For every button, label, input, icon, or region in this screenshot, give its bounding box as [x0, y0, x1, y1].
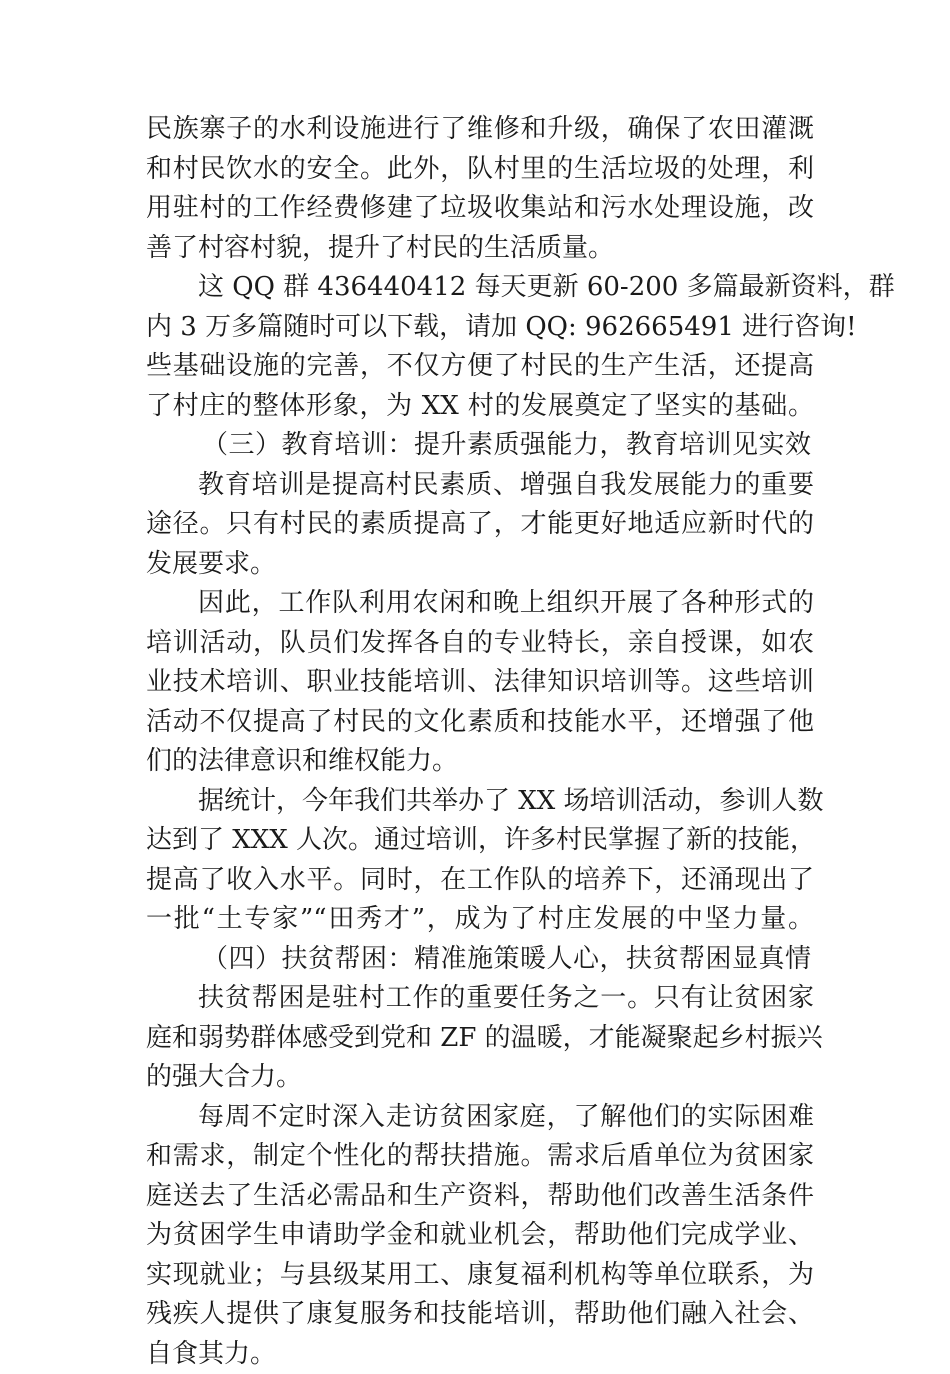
text-line: 提高了收入水平。同时，在工作队的培养下，还涌现出了 — [146, 861, 814, 901]
paragraph — [146, 110, 814, 268]
text-line: 每周不定时深入走访贫困家庭，了解他们的实际困难 — [146, 1098, 814, 1138]
text-line: 和需求，制定个性化的帮扶措施。需求后盾单位为贫困家 — [146, 1137, 814, 1177]
paragraph — [146, 268, 814, 426]
text-line: 实现就业；与县级某用工、康复福利机构等单位联系，为 — [146, 1256, 814, 1296]
text-line: 达到了 XXX 人次。通过培训，许多村民掌握了新的技能， — [146, 821, 814, 861]
text-line: 扶贫帮困是驻村工作的重要任务之一。只有让贫困家 — [146, 979, 814, 1019]
text-line: 教育培训是提高村民素质、增强自我发展能力的重要 — [146, 466, 814, 506]
text-line: 发展要求。 — [146, 545, 814, 585]
text-line: 了村庄的整体形象，为 XX 村的发展奠定了坚实的基础。 — [146, 387, 814, 427]
section-heading — [146, 940, 814, 980]
text-line: 和村民饮水的安全。此外，队村里的生活垃圾的处理，利 — [146, 150, 814, 190]
text-line: 培训活动，队员们发挥各自的专业特长，亲自授课，如农 — [146, 624, 814, 664]
text-line: 这 QQ 群 436440412 每天更新 60-200 多篇最新资料，群 — [146, 268, 814, 308]
text-line: 内 3 万多篇随时可以下载，请加 QQ: 962665491 进行咨询! — [146, 308, 814, 348]
text-line: 民族寨子的水利设施进行了维修和升级，确保了农田灌溉 — [146, 110, 814, 150]
text-line: 残疾人提供了康复服务和技能培训，帮助他们融入社会、 — [146, 1295, 814, 1335]
paragraph — [146, 466, 814, 585]
text-line: 用驻村的工作经费修建了垃圾收集站和污水处理设施，改 — [146, 189, 814, 229]
text-line: 活动不仅提高了村民的文化素质和技能水平，还增强了他 — [146, 703, 814, 743]
heading-text: （四）扶贫帮困：精准施策暖人心，扶贫帮困显真情 — [146, 940, 814, 980]
text-line: 们的法律意识和维权能力。 — [146, 742, 814, 782]
heading-text: （三）教育培训：提升素质强能力，教育培训见实效 — [146, 426, 814, 466]
document-page — [146, 110, 814, 1374]
text-line: 善了村容村貌，提升了村民的生活质量。 — [146, 229, 814, 269]
text-line: 一批“土专家”“田秀才”，成为了村庄发展的中坚力量。 — [146, 900, 814, 940]
text-line: 的强大合力。 — [146, 1058, 814, 1098]
text-line: 为贫困学生申请助学金和就业机会，帮助他们完成学业、 — [146, 1216, 814, 1256]
paragraph — [146, 782, 814, 940]
text-line: 庭和弱势群体感受到党和 ZF 的温暖，才能凝聚起乡村振兴 — [146, 1019, 814, 1059]
text-line: 庭送去了生活必需品和生产资料，帮助他们改善生活条件 — [146, 1177, 814, 1217]
text-line: 据统计，今年我们共举办了 XX 场培训活动，参训人数 — [146, 782, 814, 822]
text-line: 些基础设施的完善，不仅方便了村民的生产生活，还提高 — [146, 347, 814, 387]
text-line: 业技术培训、职业技能培训、法律知识培训等。这些培训 — [146, 663, 814, 703]
paragraph — [146, 979, 814, 1098]
paragraph — [146, 584, 814, 782]
text-line: 自食其力。 — [146, 1335, 814, 1374]
paragraph — [146, 1098, 814, 1374]
text-line: 途径。只有村民的素质提高了，才能更好地适应新时代的 — [146, 505, 814, 545]
text-line: 因此，工作队利用农闲和晚上组织开展了各种形式的 — [146, 584, 814, 624]
section-heading — [146, 426, 814, 466]
